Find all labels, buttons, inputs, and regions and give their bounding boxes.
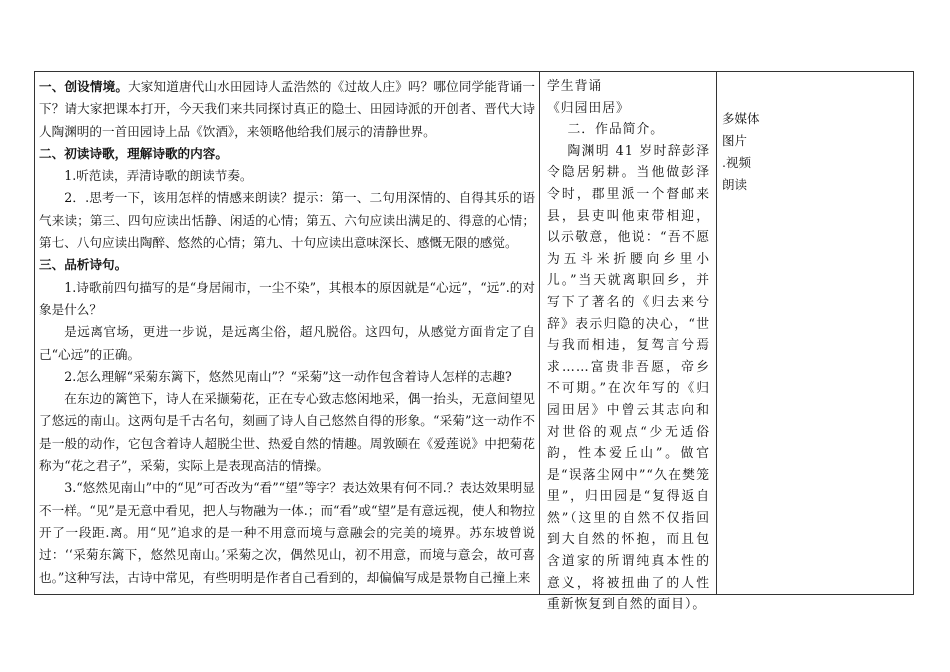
student-line-1: 学生背诵 [547, 79, 603, 94]
student-line-2: 《归园田居》 [547, 100, 630, 116]
media-item-multimedia: 多媒体 [722, 111, 760, 126]
intro-title: 一、创设情境。 [39, 79, 129, 94]
media-item-reading: 朗读 [722, 177, 748, 192]
section2-title: 二、初读诗歌，理解诗歌的内容。 [39, 145, 228, 161]
question-1: 1.诗歌前四句描写的是“身居闹市，一尘不染”，其根本的原因就是“心远”，“远”.的对象是什么？ [39, 279, 535, 317]
intro-paragraph [39, 76, 535, 143]
question-3: 3.“悠然见南山”中的“见”可否改为“看”“望”等字？表达效果有何不同.？表达效果明显不一样。“见”是无意中看见，把人与物融为一体.；而“看”或“望”是有意远视，使人和物拉开了一段距.离。用“见”追求的是一种不用意而境与意融会的完美的境界。苏东坡曾说过：‘‘采菊东篱下，悠然见南山。’采菊之次，偶然见山，初不用意，而境与意会，故可喜也。”这种写法，古诗中常见，有些明明是作者自己看到的，却偏偏写成是景物自己撞上来 [39, 480, 536, 585]
work-intro-title: 二．作品简介。 [567, 122, 665, 138]
answer-2: 在东边的篱笆下，诗人在采撷菊花，正在专心致志悠闲地采，偶一抬头，无意间望见了悠远的南山。这两句是千古名句，刻画了诗人自己悠然自得的形象。“采菊”这一动作不是一般的动作，它包含着诗人超脱尘世、热爱自然的情趣。周敦颐在《爱莲说》中把菊花称为“花之君子”，采菊，实际上是表现高洁的情操。 [39, 391, 535, 474]
media-column [717, 72, 915, 594]
intro-text: 大家知道唐代山水田园诗人孟浩然的《过故人庄》吗？哪位同学能背诵一下？请大家把课本打开，今天我们来共同探讨真正的隐士、田园诗派的开创者、晋代大诗人陶渊明的一首田园诗上品《饮酒》，来领略他给我们展示的清静世界。 [39, 79, 536, 139]
lesson-plan-table [34, 71, 914, 613]
answer-1: 是远离官场，更进一步说，是远离尘俗，超凡脱俗。这四句，从感觉方面肯定了自己“心远”的正确。 [39, 324, 535, 362]
section2-step1: 1.听范读，弄清诗歌的朗读节奏。 [64, 168, 253, 184]
section3-title: 三、品析诗句。 [39, 257, 128, 273]
teaching-process-column [35, 72, 540, 594]
question-2: 2.怎么理解“采菊东篱下，悠然见南山”？“采菊”这一动作包含着诗人怎样的志趣? [64, 368, 512, 384]
media-item-video: .视频 [722, 155, 751, 170]
section2-step2: 2．.思考一下，该用怎样的情感来朗读？提示：第一、二句用深情的、自得其乐的语气来读；第三、四句应读出恬静、闲适的心情；第五、六句应读出满足的、得意的心情；第七、八句应读出陶醉、悠然的心情；第九、十句应读出意味深长、感慨无限的感觉。 [39, 190, 535, 251]
media-item-pictures: 图片 [722, 133, 748, 148]
work-intro-text: 陶渊明 41 岁时辞彭泽令隐居躬耕。当他做彭泽令时，郡里派一个督邮来县，县吏叫他束带相迎，以示敬意，他说：“吾不愿为五斗米折腰向乡里小儿。”当天就离职回乡，并写下了著名的《归去来兮辞》表示归隐的决心，“世与我而相违，复驾言兮焉求……富贵非吾愿，帝乡不可期。”在次年写的《归园田居》中曾云其志向和对世俗的观点“少无适俗韵，性本爱丘山”。做官是“误落尘网中”“久在樊笼里”，归田园是“复得返自然”（这里的自然不仅指回到大自然的怀抱，而且包含道家的所谓纯真本性的意义，将被扭曲了的人性重新恢复到自然的面目）。 [547, 143, 710, 613]
student-activity-column [540, 72, 717, 613]
